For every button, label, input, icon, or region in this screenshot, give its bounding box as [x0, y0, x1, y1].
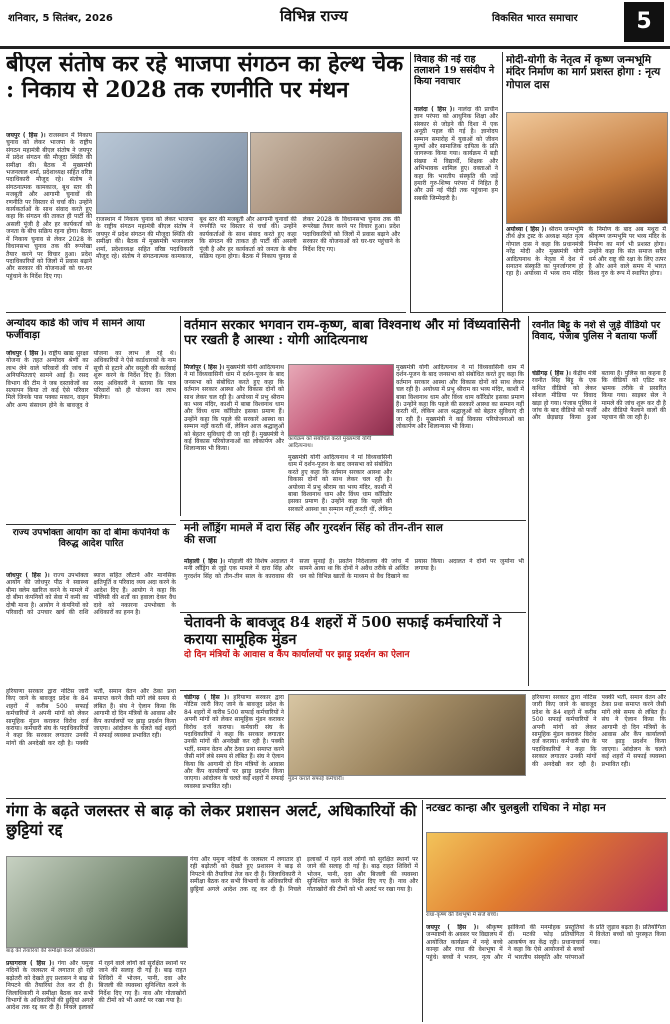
story11-headline-block [426, 802, 666, 830]
story7-headline: मनी लॉंड्रिंग मामले में दारा सिंह और गुरदर्शन सिंह को तीन-तीन साल की सजा [184, 522, 443, 547]
story10-photo-caption: बाढ़ की तैयारियों की समीक्षा करते अधिकारी। [6, 948, 96, 954]
story9-body-text: हरियाणा सरकार द्वारा नोटिस जारी किए जाने के बावजूद प्रदेश के 84 शहरों में करीब 500 सफाई कर्मचारियों ने अपनी मांगों को लेकर सामूहिक मुंडन कराकर विरोध दर्ज कराया। कर्मचारी संघ के पदाधिकारियों ने कहा कि सरकार लगातार उनकी मांगों की अनदेखी कर रही है। पक्की भर्ती, समान वेतन और ठेका प्रथा समाप्त करने जैसी मांगें लंबे समय से लंबित हैं। संघ ने ऐलान किया कि आगामी दो दिन मंत्रियों के आवास और कैंप कार्यालयों पर झाड़ू प्रदर्शन किया जाएगा। आंदोलन के चलते कई शहरों में सफाई व्यवस्था प्रभावित रही। [184, 694, 284, 790]
story10-photo-meeting [6, 856, 188, 948]
column-divider [180, 316, 181, 516]
story2-body [414, 106, 498, 310]
story9-body-col3 [532, 694, 666, 794]
story1-body-continued: राजस्थान में निकाय चुनाव को लेकर भाजपा के राष्ट्रीय संगठन महामंत्री बीएल संतोष ने जयपुर में प्रदेश संगठन की मौजूदा स्थिति की समीक्षा की। बैठक में मुख्यमंत्री भजनलाल शर्मा, प्रदेशाध्यक्ष सहित वरिष्ठ पदाधिकारी मौजूद रहे। संतोष ने संगठनात्मक कामकाज, बूथ स्तर की मजबूती और आगामी चुनावों की रणनीति पर विस्तार से चर्चा की। उन्होंने कार्यकर्ताओं के साथ संवाद करते हुए कहा कि संगठन की ताकत ही पार्टी की असली पूंजी है और हर कार्यकर्ता को जनता के बीच सक्रिय रहना होगा। बैठक में निकाय चुनाव से लेकर 2028 के विधानसभा चुनाव तक की रूपरेखा तैयार करने पर विचार हुआ। प्रदेश पदाधिकारियों को जिलों में प्रवास बढ़ाने और सरकार की योजनाओं को घर-घर पहुंचाने के निर्देश दिए गए। [96, 216, 400, 261]
story10-body-col1 [6, 960, 186, 1020]
story6-headline: रवनीत बिट्टू के नशे से जुड़े वीडियो पर विवाद, पंजाब पुलिस ने बताया फर्जी [532, 320, 661, 343]
story5-body-text-2: मुख्यमंत्री योगी आदित्यनाथ ने मां विंध्यवासिनी धाम में दर्शन-पूजन के बाद जनसभा को संबोधित करते हुए कहा कि वर्तमान सरकार आस्था और विकास दोनों को साथ लेकर चल रही है। अयोध्या में प्रभु श्रीराम का भव्य मंदिर, काशी में बाबा विश्वनाथ धाम और विंध्य धाम कॉरिडोर इसका प्रमाण हैं। उन्होंने कहा कि पहले की सरकारें आस्था का सम्मान नहीं करती थीं, लेकिन [288, 454, 392, 513]
story6-dateline: चंडीगढ़ ( हिंस )। [532, 370, 571, 377]
column-divider [502, 52, 503, 312]
story2-headline: विवाह की नई राह तलाशने 19 ससंदीप ने किया नवाचार [414, 54, 495, 88]
story8-body-text: राज्य उपभोक्ता आयोग की जोधपुर पीठ ने स्वास्थ्य बीमा क्लेम खारिज करने के मामले में दो बीमा कंपनियों को सेवा में कमी का दोषी माना है। आयोग ने कंपनियों को परिवादी को उपचार खर्च की राशि ब्याज सहित लौटाने और मानसिक क्षतिपूर्ति व परिवाद व्यय अदा करने के आदेश दिए हैं। आयोग ने कहा कि पॉलिसी की शर्तों का हवाला देकर वैध दावे को नकारना उपभोक्ता के अधिकारों का हनन है। [6, 572, 176, 617]
story4-headline-block [6, 318, 176, 348]
story9-headline: चेतावनी के बावजूद 84 शहरों में 500 सफाई कर्मचारियों ने कराया सामूहिक मुंडन [184, 614, 502, 649]
story10-body-text: गंगा और यमुना नदियों के जलस्तर में लगातार हो रही बढ़ोतरी को देखते हुए प्रशासन ने बाढ़ से निपटने की तैयारियां तेज कर दी हैं। जिलाधिकारी ने समीक्षा बैठक कर सभी विभागों के अधिकारियों की छुट्टियां अगले आदेश तक रद्द कर दी हैं। निचले इलाकों में रहने वाले लोगों को सुरक्षित स्थानों पर जाने की सलाह दी गई है। बाढ़ राहत शिविरों में भोजन, पानी, दवा और बिजली की व्यवस्था सुनिश्चित करने के निर्देश दिए गए हैं। नाव और गोताखोरों की टीमों को भी अलर्ट पर रखा गया है। [6, 960, 186, 1012]
story9-photo-protest [288, 694, 526, 776]
story7-body [184, 558, 524, 610]
divider [180, 520, 526, 521]
story5-photo-temple [288, 364, 394, 436]
story4-dateline: जोधपुर ( हिंस )। [6, 350, 46, 357]
story9-body-col0 [6, 688, 176, 794]
story5-body-text-3: मुख्यमंत्री योगी आदित्यनाथ ने मां विंध्यवासिनी धाम में दर्शन-पूजन के बाद जनसभा को संबोधित करते हुए कहा कि वर्तमान सरकार आस्था और विकास दोनों को साथ लेकर चल रही है। अयोध्या में प्रभु श्रीराम का भव्य मंदिर, काशी में बाबा विश्वनाथ धाम और विंध्य धाम कॉरिडोर इसका प्रमाण हैं। उन्होंने कहा कि पहले की सरकारें आस्था का सम्मान नहीं करती थीं, लेकिन आज श्रद्धालुओं को बेहतर सुविधाएं दी जा रही हैं। मुख्यमंत्री ने कई विकास परियोजनाओं का लोकार्पण और शिलान्यास भी किया। [396, 364, 524, 431]
story7-body-text: मोहाली की विशेष अदालत ने मनी लॉंड्रिंग से जुड़े एक मामले में दारा सिंह और गुरदर्शन सिंह को तीन-तीन साल के कारावास की सजा सुनाई है। प्रवर्तन निदेशालय की जांच में सामने आया था कि दोनों ने अवैध तरीके से अर्जित धन को विभिन्न खातों के माध्यम से वैध दिखाने का प्रयास किया। अदालत ने दोनों पर जुर्माना भी लगाया है। [184, 558, 524, 580]
story1-headline-block [6, 52, 406, 128]
story3-headline: मोदी-योगी के नेतृत्व में कृष्ण जन्मभूमि मंदिर निर्माण का मार्ग प्रशस्त होगा : नृत्य गोपाल दास [506, 54, 661, 91]
column-divider [410, 52, 411, 312]
story5-headline-block [184, 318, 524, 360]
story5-body-text: मुख्यमंत्री योगी आदित्यनाथ ने मां विंध्यवासिनी धाम में दर्शन-पूजन के बाद जनसभा को संबोधित करते हुए कहा कि वर्तमान सरकार आस्था और विकास दोनों को साथ लेकर चल रही है। अयोध्या में प्रभु श्रीराम का भव्य मंदिर, काशी में बाबा विश्वनाथ धाम और विंध्य धाम कॉरिडोर इसका प्रमाण हैं। उन्होंने कहा कि पहले की सरकारें आस्था का सम्मान नहीं करती थीं, लेकिन आज श्रद्धालुओं को बेहतर सुविधाएं दी जा रही हैं। मुख्यमंत्री ने कई विकास परियोजनाओं का लोकार्पण और शिलान्यास भी किया। [184, 364, 284, 453]
story10-headline-block [6, 802, 418, 852]
story3-dateline: अयोध्या ( हिंस )। [506, 226, 547, 233]
story8-headline: राज्य उपभोक्ता आयोग का दो बीमा कंपनियों के विरुद्ध आदेश पारित [12, 528, 170, 549]
story1-dateline: जयपुर ( हिंस )। [6, 132, 46, 139]
story9-subhead: दो दिन मंत्रियों के आवास व कैंप कार्यालयों पर झाड़ू प्रदर्शन का ऐलान [184, 650, 410, 661]
story1-body: राजस्थान में निकाय चुनाव को लेकर भाजपा के राष्ट्रीय संगठन महामंत्री बीएल संतोष ने जयपुर में प्रदेश संगठन की मौजूदा स्थिति की समीक्षा की। बैठक में मुख्यमंत्री भजनलाल शर्मा, प्रदेशाध्यक्ष सहित वरिष्ठ पदाधिकारी मौजूद रहे। संतोष ने संगठनात्मक कामकाज, बूथ स्तर की मजबूती और आगामी चुनावों की रणनीति पर विस्तार से चर्चा की। उन्होंने कार्यकर्ताओं के साथ संवाद करते हुए कहा कि संगठन की ताकत ही पार्टी की असली पूंजी है और हर कार्यकर्ता को जनता के बीच सक्रिय रहना होगा। बैठक में निकाय चुनाव से लेकर 2028 के विधानसभा चुनाव तक की रूपरेखा तैयार करने पर विचार हुआ। प्रदेश पदाधिकारियों को जिलों में प्रवास बढ़ाने और सरकार की योजनाओं को घर-घर पहुंचाने के निर्देश दिए गए। [6, 132, 92, 280]
story11-body [426, 924, 666, 1020]
divider [180, 690, 666, 691]
story5-dateline: मिर्जापुर ( हिंस )। [184, 364, 225, 371]
story6-headline-block [532, 320, 666, 368]
story8-headline-block [6, 528, 176, 568]
story2-dateline: नालंदा ( हिंस )। [414, 106, 455, 113]
story3-photo-saint [506, 112, 668, 224]
story1-body-cols [96, 216, 400, 308]
story11-headline: नटखट कान्हा और चुलबुली राधिका ने मोहा मन [426, 802, 606, 814]
page-number: 5 [624, 2, 664, 42]
divider [6, 524, 176, 525]
story8-dateline: जोधपुर ( हिंस )। [6, 572, 50, 579]
story6-body [532, 370, 666, 686]
story10-body-text-2: गंगा और यमुना नदियों के जलस्तर में लगातार हो रही बढ़ोतरी को देखते हुए प्रशासन ने बाढ़ से निपटने की तैयारियां तेज कर दी हैं। जिलाधिकारी ने समीक्षा बैठक कर सभी विभागों के अधिकारियों की छुट्टियां अगले आदेश तक रद्द कर दी हैं। निचले इलाकों में रहने वाले लोगों को सुरक्षित स्थानों पर जाने की सलाह दी गई है। बाढ़ राहत शिविरों में भोजन, पानी, दवा और बिजली की व्यवस्था सुनिश्चित करने के निर्देश दिए गए हैं। नाव और गोताखोरों की टीमों को भी अलर्ट पर रखा गया है। [190, 856, 418, 893]
story4-body [6, 350, 176, 518]
story9-photo-caption: मुंडन कराते सफाई कर्मचारी। [288, 776, 344, 782]
column-divider [422, 800, 423, 1022]
story1-headline: बीएल संतोष कर रहे भाजपा संगठन का हेल्थ चेक : निकाय से 2028 तक रणनीति पर मंथन [6, 52, 404, 103]
divider [6, 312, 406, 313]
story3-body-text: श्रीराम जन्मभूमि तीर्थ क्षेत्र ट्रस्ट के अध्यक्ष महंत नृत्य गोपाल दास ने कहा कि प्रधानमंत्री नरेंद्र मोदी और मुख्यमंत्री योगी आदित्यनाथ के नेतृत्व में देश में सनातन संस्कृति का पुनर्जागरण हो रहा है। अयोध्या में भव्य राम मंदिर के निर्माण के बाद अब मथुरा में श्रीकृष्ण जन्मभूमि पर भव्य मंदिर के निर्माण का मार्ग भी प्रशस्त होगा। उन्होंने कहा कि संत समाज सदैव धर्म और राष्ट्र की रक्षा के लिए तत्पर है और आने वाले समय में भारत विश्व गुरु के रूप में स्थापित होगा। [506, 226, 666, 278]
story5-photo-caption: कार्यक्रम को संबोधित करते मुख्यमंत्री योगी आदित्यनाथ। [288, 436, 372, 449]
divider [6, 798, 666, 799]
story3-headline-block [506, 54, 666, 110]
story2-body-text: नालंदा की प्राचीन ज्ञान परंपरा को आधुनिक शिक्षा और संस्कार से जोड़ने की दिशा में एक अनूठी पहल की गई है। ज्ञानोदय सम्मान समारोह में युवाओं को जीवन मूल्यों और सामाजिक दायित्व के प्रति जागरूक किया गया। कार्यक्रम में बड़ी संख्या में विद्यार्थी, शिक्षक और अभिभावक शामिल हुए। वक्ताओं ने कहा कि भारतीय संस्कृति की जड़ें हमारी गुरु-शिष्य परंपरा में निहित हैं और उसे नई पीढ़ी तक पहुंचाना हम सबकी जिम्मेदारी है। [414, 106, 498, 202]
story8-body [6, 572, 176, 684]
story1-body-col1 [6, 132, 92, 308]
masthead-paper-name: विकसित भारत समाचार [492, 13, 578, 24]
column-divider [528, 316, 529, 686]
story5-body-col2 [288, 454, 392, 514]
story11-dateline: जयपुर ( हिंस )। [426, 924, 479, 931]
story7-headline-block [184, 522, 444, 556]
story10-headline: गंगा के बढ़ते जलस्तर से बाढ़ को लेकर प्रशासन अलर्ट, अधिकारियों की छुट्टियां रद्द [6, 802, 417, 839]
story6-body-text: केंद्रीय मंत्री रवनीत सिंह बिट्टू के एक कथित वीडियो को लेकर सोशल मीडिया पर विवाद खड़ा हो गया। पंजाब पुलिस ने जांच के बाद वीडियो को फर्जी और छेड़छाड़ किया हुआ बताया है। पुलिस का कहना है कि वीडियो को एडिट कर भ्रामक तरीके से प्रसारित किया गया। साइबर सेल ने मामले की जांच शुरू कर दी है और वीडियो फैलाने वालों की पहचान की जा रही है। [532, 370, 666, 422]
masthead-section: विभिन्न राज्य [280, 7, 348, 25]
story3-body [506, 226, 666, 310]
story7-dateline: मोहाली ( हिंस )। [184, 558, 226, 565]
story2-headline-block [414, 54, 498, 104]
story4-headline: अन्योदय कार्ड की जांच में सामने आया फर्जीवाड़ा [6, 318, 145, 341]
story1-photo-meeting [96, 132, 248, 214]
story9-headline-block [184, 614, 526, 688]
story5-body-col1 [184, 364, 284, 514]
story9-body-col1 [184, 694, 284, 794]
story1-photo-leaders [250, 132, 402, 214]
story11-body-text: श्रीकृष्ण जन्माष्टमी के अवसर पर विद्यालय में आयोजित कार्यक्रम में नन्हे बच्चे कान्हा और राधा की वेशभूषा में पहुंचे। बच्चों ने भजन, नृत्य और झांकियों की मनमोहक प्रस्तुतियां दीं। मटकी फोड़ प्रतियोगिता आकर्षण का केंद्र रही। प्रधानाचार्य ने कहा कि ऐसे आयोजनों से बच्चों में भारतीय संस्कृति और परंपराओं के प्रति जुड़ाव बढ़ता है। प्रतियोगिता में विजेता बच्चों को पुरस्कृत किया गया। [426, 924, 666, 961]
story4-body-text: राष्ट्रीय खाद्य सुरक्षा योजना के तहत अन्योदय श्रेणी का लाभ लेने वाले परिवारों की जांच में अनियमितताएं सामने आई हैं। रसद विभाग की टीम ने जब दस्तावेजों का सत्यापन किया तो कई ऐसे परिवार मिले जिनके पास पक्का मकान, वाहन और अन्य संसाधन होने के बावजूद वे योजना का लाभ ले रहे थे। अधिकारियों ने ऐसे कार्डधारकों के नाम सूची से हटाने और वसूली की कार्रवाई शुरू करने के निर्देश दिए हैं। जिला रसद अधिकारी ने बताया कि पात्र परिवारों को ही योजना का लाभ मिलेगा। [6, 350, 176, 409]
story11-photo-children [426, 832, 668, 912]
story5-headline: वर्तमान सरकार भगवान राम-कृष्ण, बाबा विश्वनाथ और मां विंध्यवासिनी पर रखती है आस्था : योगी आदित्यनाथ [184, 318, 521, 349]
story5-body-col3 [396, 364, 524, 514]
story10-dateline: प्रयागराज ( हिंस )। [6, 960, 55, 967]
divider [180, 612, 526, 613]
masthead-date: शनिवार, 5 सितंबर, 2026 [8, 13, 113, 24]
masthead [0, 0, 670, 49]
divider [410, 312, 666, 313]
story9-dateline: चंडीगढ़ ( हिंस )। [184, 694, 230, 701]
story9-body-text-2: हरियाणा सरकार द्वारा नोटिस जारी किए जाने के बावजूद प्रदेश के 84 शहरों में करीब 500 सफाई कर्मचारियों ने अपनी मांगों को लेकर सामूहिक मुंडन कराकर विरोध दर्ज कराया। कर्मचारी संघ के पदाधिकारियों ने कहा कि सरकार लगातार उनकी मांगों की अनदेखी कर रही है। पक्की भर्ती, समान वेतन और ठेका प्रथा समाप्त करने जैसी मांगें लंबे समय से लंबित हैं। संघ ने ऐलान किया कि आगामी दो दिन मंत्रियों के आवास और कैंप कार्यालयों पर झाड़ू प्रदर्शन किया जाएगा। आंदोलन के चलते कई शहरों में सफाई व्यवस्था प्रभावित रही। [532, 694, 666, 768]
story9-body-text-3: हरियाणा सरकार द्वारा नोटिस जारी किए जाने के बावजूद प्रदेश के 84 शहरों में करीब 500 सफाई कर्मचारियों ने अपनी मांगों को लेकर सामूहिक मुंडन कराकर विरोध दर्ज कराया। कर्मचारी संघ के पदाधिकारियों ने कहा कि सरकार लगातार उनकी मांगों की अनदेखी कर रही है। पक्की भर्ती, समान वेतन और ठेका प्रथा समाप्त करने जैसी मांगें लंबे समय से लंबित हैं। संघ ने ऐलान किया कि आगामी दो दिन मंत्रियों के आवास और कैंप कार्यालयों पर झाड़ू प्रदर्शन किया जाएगा। आंदोलन के चलते कई शहरों में सफाई व्यवस्था प्रभावित रही। [6, 688, 176, 747]
story11-photo-caption: राधा-कृष्ण की वेशभूषा में सजे बच्चे। [426, 912, 498, 918]
story10-body-col2 [190, 856, 418, 1020]
